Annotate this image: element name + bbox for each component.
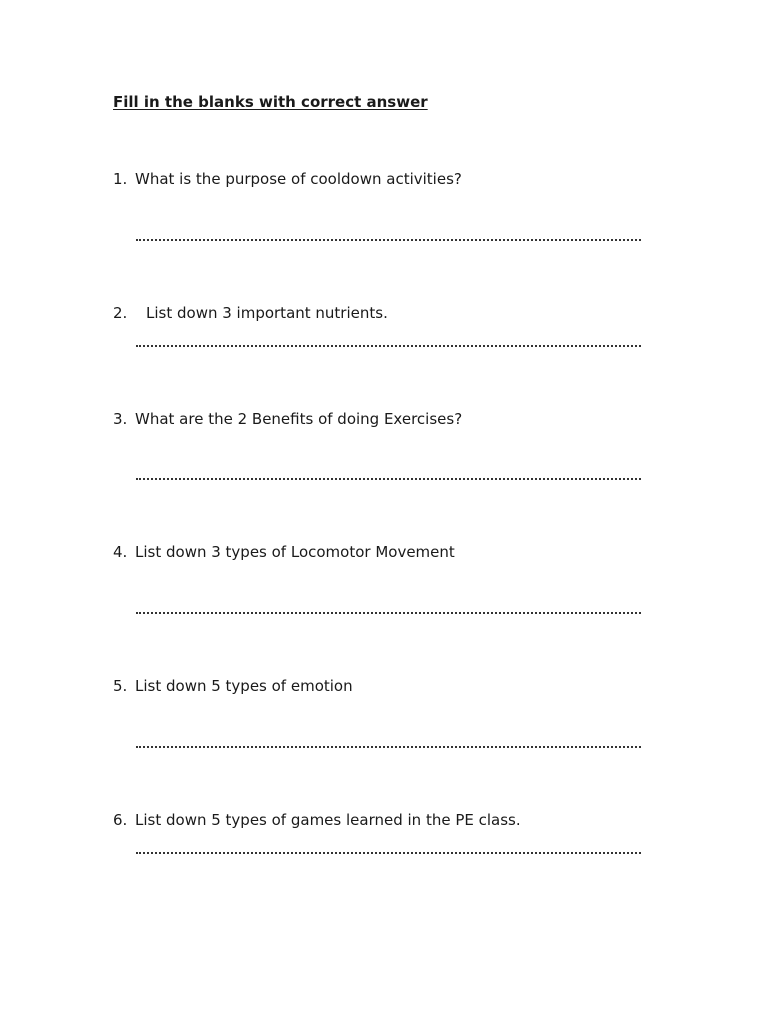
question-number: 1. (113, 170, 128, 188)
question-text: List down 3 important nutrients. (146, 304, 388, 322)
question-text: What are the 2 Benefits of doing Exercises? (135, 410, 463, 428)
question-number: 2. (113, 304, 128, 322)
question-number: 4. (113, 543, 128, 561)
question-text: List down 3 types of Locomotor Movement (135, 543, 455, 561)
question-1 (113, 170, 462, 188)
question-3 (113, 410, 462, 428)
question-text: What is the purpose of cooldown activities? (135, 170, 462, 188)
answer-line-1[interactable] (136, 239, 641, 241)
question-text: List down 5 types of emotion (135, 677, 353, 695)
answer-line-3[interactable] (136, 478, 641, 480)
answer-line-6[interactable] (136, 852, 641, 854)
question-text: List down 5 types of games learned in the PE class. (135, 811, 521, 829)
question-4 (113, 543, 455, 561)
question-6 (113, 811, 521, 829)
answer-line-5[interactable] (136, 746, 641, 748)
answer-line-2[interactable] (136, 345, 641, 347)
answer-line-4[interactable] (136, 612, 641, 614)
question-number: 3. (113, 410, 128, 428)
question-2 (113, 304, 388, 322)
question-number: 6. (113, 811, 128, 829)
worksheet-heading: Fill in the blanks with correct answer (113, 93, 428, 111)
question-number: 5. (113, 677, 128, 695)
question-5 (113, 677, 353, 695)
